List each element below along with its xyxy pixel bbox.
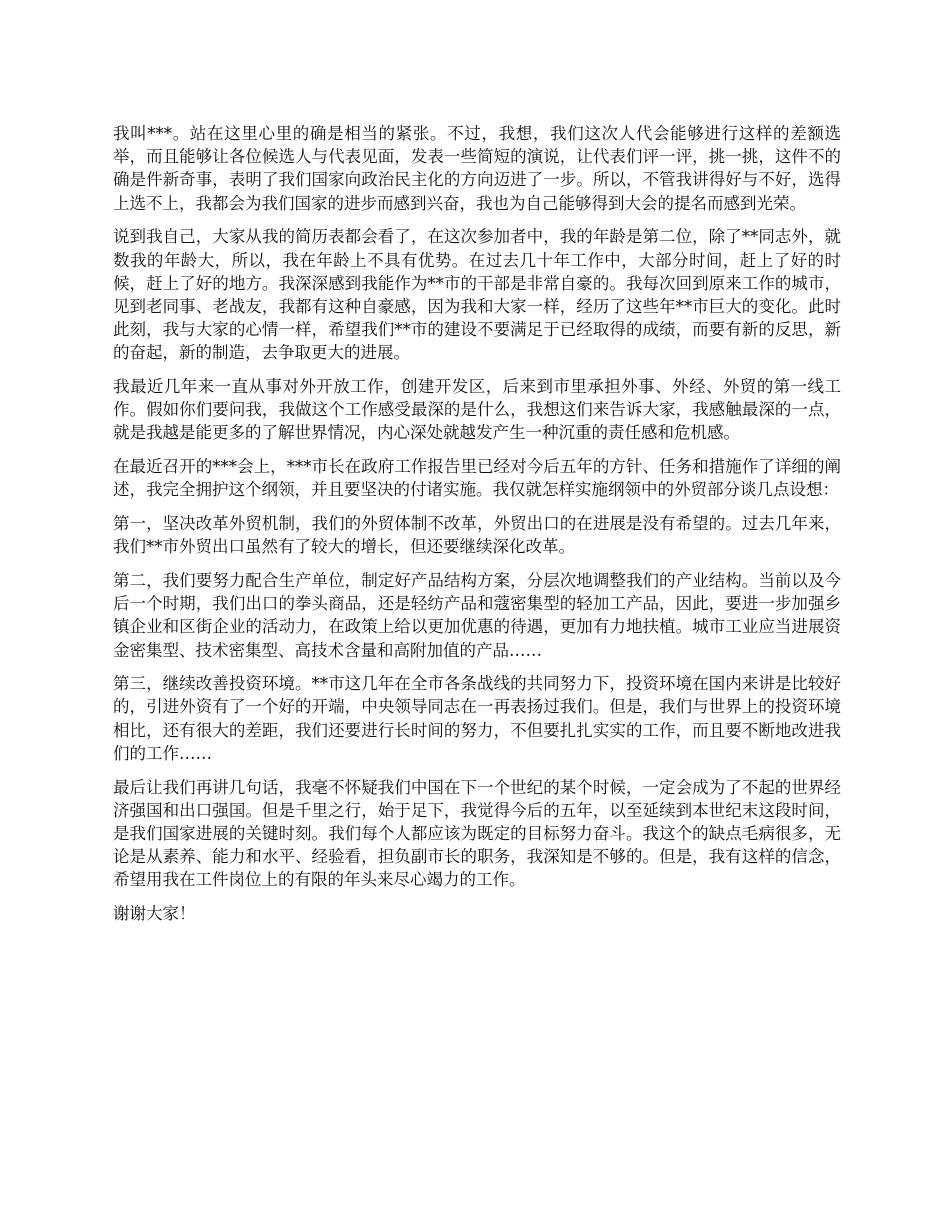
paragraph-intro: 我叫***。站在这里心里的确是相当的紧张。不过，我想，我们这次人代会能够进行这样的差额选举，而且能够让各位候选人与代表见面，发表一些简短的演说，让代表们评一评，挑一挑，这件不的确是件新奇事，表明了我们国家向政治民主化的方向迈进了一步。所以，不管我讲得好与不好，选得上选不上，我都会为我们国家的进步而感到兴奋，我也为自己能够得到大会的提名而感到光荣。 <box>113 124 841 213</box>
paragraph-thanks: 谢谢大家！ <box>113 904 196 924</box>
paragraph-closing: 最后让我们再讲几句话，我毫不怀疑我们中国在下一个世纪的某个时候，一定会成为了不起的世界经济强国和出口强国。但是千里之行，始于足下，我觉得今后的五年，以至延续到本世纪末这段时间，是我们国家进展的关键时刻。我们每个人都应该为既定的目标努力奋斗。我这个的缺点毛病很多，无论是从素养、能力和水平、经验看，担负副市长的职务，我深知是不够的。但是，我有这样的信念，希望用我在工件岗位上的有限的年头来尽心竭力的工作。 <box>113 777 841 890</box>
paragraph-point-one: 第一，坚决改革外贸机制，我们的外贸体制不改革，外贸出口的在进展是没有希望的。过去几年来，我们**市外贸出口虽然有了较大的增长，但还要继续深化改革。 <box>113 514 841 557</box>
paragraph-about-self: 说到我自己，大家从我的简历表都会看了，在这次参加者中，我的年龄是第二位，除了**同志外，就数我的年龄大，所以，我在年龄上不具有优势。在过去几十年工作中，大部分时间，赶上了好的时候，赶上了好的地方。我深深感到我能作为**市的干部是非常自豪的。我每次回到原来工作的城市，见到老同事、老战友，我都有这种自豪感，因为我和大家一样，经历了这些年**市巨大的变化。此时此刻，我与大家的心情一样，希望我们**市的建设不要满足于已经取得的成绩，而要有新的反思，新的奋起，新的制造，去争取更大的进展。 <box>113 227 841 363</box>
paragraph-point-two: 第二，我们要努力配合生产单位，制定好产品结构方案，分层次地调整我们的产业结构。当前以及今后一个时期，我们出口的拳头商品，还是轻纺产品和蔻密集型的轻加工产品，因此，要进一步加强乡镇企业和区街企业的活动力，在政策上给以更加优惠的待遇，更加有力地扶植。城市工业应当进展资金密集型、技术密集型、高技术含量和高附加值的产品…… <box>113 570 841 660</box>
document-body <box>113 122 841 936</box>
paragraph-point-three: 第三，继续改善投资环境。**市这几年在全市各条战线的共同努力下，投资环境在国内来讲是比较好的，引进外资有了一个好的开端，中央领导同志在一再表扬过我们。但是，我们与世界上的投资环境相比，还有很大的差距，我们还要进行长时间的努力，不但要扎扎实实的工作，而且要不断地改进我们的工作…… <box>113 674 841 763</box>
paragraph-work-experience: 我最近几年来一直从事对外开放工作，创建开发区，后来到市里承担外事、外经、外贸的第一线工作。假如你们要问我，我做这个工作感受最深的是什么，我想这们来告诉大家，我感触最深的一点，就是我越是能更多的了解世界情况，内心深处就越发产生一种沉重的责任感和危机感。 <box>113 377 841 443</box>
paragraph-government-report: 在最近召开的***会上，***市长在政府工作报告里已经对今后五年的方针、任务和措施作了详细的阐述，我完全拥护这个纲领，并且要坚决的付诸实施。我仅就怎样实施纲领中的外贸部分谈几点设想： <box>113 457 841 500</box>
